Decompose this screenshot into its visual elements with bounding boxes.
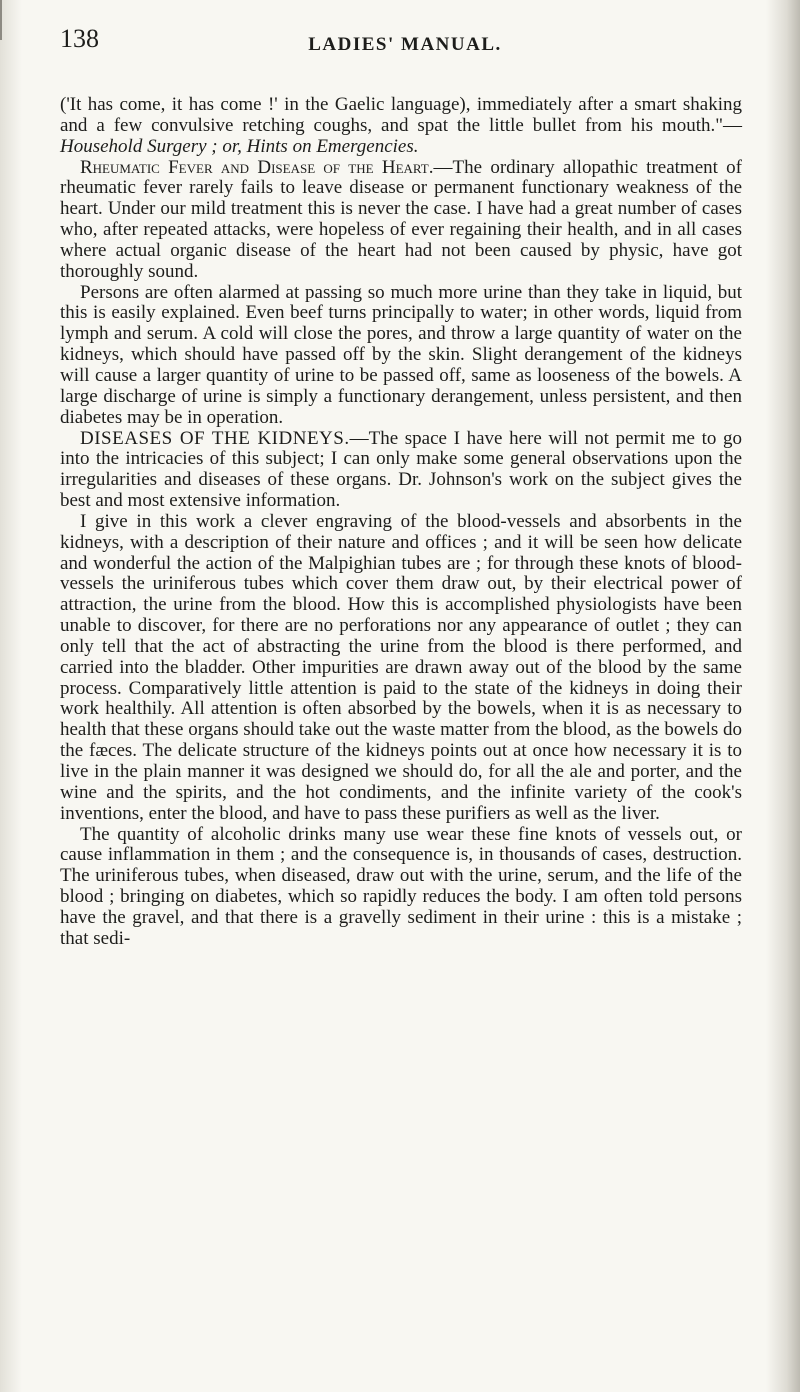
section-heading: DISEASES OF THE KIDNEYS. [80,427,350,449]
page-number: 138 [60,24,99,53]
paragraph-rheumatic-fever [60,158,742,283]
section-heading: Rheumatic Fever and Disease of the Heart. [80,156,434,178]
paragraph-urine [60,283,742,429]
page-header [60,24,750,64]
paragraph-text: —The space I have here will not permit me to go into the intricacies of this subject; I can only make some general observations upon the irregularities and diseases of these organs. Dr. Johnson's work on the subject gives the best and most extensive information. [60,427,742,512]
paragraph-engraving [60,512,742,825]
paragraph-text: Persons are often alarmed at passing so much more urine than they take in liquid, but this is easily explained. Even beef turns principally to water; in other words, liquid from lymph and serum. A cold will close the pores, and throw a large quantity of water on the kidneys, which should have passed off by the skin. Slight derangement of the kidneys will cause a larger quantity of urine to be passed off, same as looseness of the bowels. A large discharge of urine is simply a functionary derangement, unless persistent, and then diabetes may be in operation. [60,281,742,428]
running-head: LADIES' MANUAL. [308,34,502,55]
paragraph-text: I give in this work a clever engraving of the blood-vessels and absorbents in the kidneys, with a description of their nature and offices ; and it will be seen how delicate and wonderful the action of the Malpighian tubes are ; for through these knots of blood-vessels the uriniferous tubes which cover them draw out, by their electrical power of attraction, the urine from the blood. How this is accomplished physiologists have been unable to discover, for there are no perforations nor any appearance of outlet ; they can only tell that the act of abstracting the urine from the blood is there performed, and carried into the bladder. Other impurities are drawn away out of the blood by the same process. Comparatively little attention is paid to the state of the kidneys in doing their work healthily. All attention is often absorbed by the bowels, when it is as necessary to health that these organs should take out the waste matter from the blood, as the bowels do the fæces. The delicate structure of the kidneys points out at once how necessary it is to live in the plain manner it was designed we should do, for all the ale and porter, and the wine and the spirits, and the hot condiments, and the infinite variety of the cook's inventions, enter the blood, and have to pass these purifiers as well as the liver. [60,510,742,824]
page-left-edge [0,0,22,1392]
paragraph-kidney-diseases [60,429,742,512]
paragraph-text: The quantity of alcoholic drinks many use wear these fine knots of vessels out, or cause inflammation in them ; and the consequence is, in thousands of cases, destruction. The uriniferous tubes, when diseased, draw out with the urine, serum, and the life of the blood ; bringing on diabetes, which so rapidly reduces the body. I am often told persons have the gravel, and that there is a gravelly sediment in their urine : this is a mistake ; that sedi- [60,823,742,949]
paragraph-gaelic-anecdote [60,95,742,158]
page-corner-mark [0,0,14,40]
page-right-edge [766,0,800,1392]
paragraph-text: —The ordinary allopathic treatment of rheumatic fever rarely fails to leave disease or permanent functionary weakness of the heart. Under our mild treatment this is never the case. I have had a great number of cases who, after repeated attacks, were hopeless of ever regaining their health, and in all cases where actual organic disease of the heart had not been caused by physic, have got thoroughly sound. [60,156,743,282]
body-text [60,95,742,950]
paragraph-text: ('It has come, it has come !' in the Gaelic language), immediately after a smart shaking and a few convulsive retching coughs, and spat the little bullet from his mouth."— [60,94,742,136]
source-citation: Household Surgery ; or, Hints on Emergencies. [60,135,419,157]
paragraph-alcohol [60,825,742,950]
